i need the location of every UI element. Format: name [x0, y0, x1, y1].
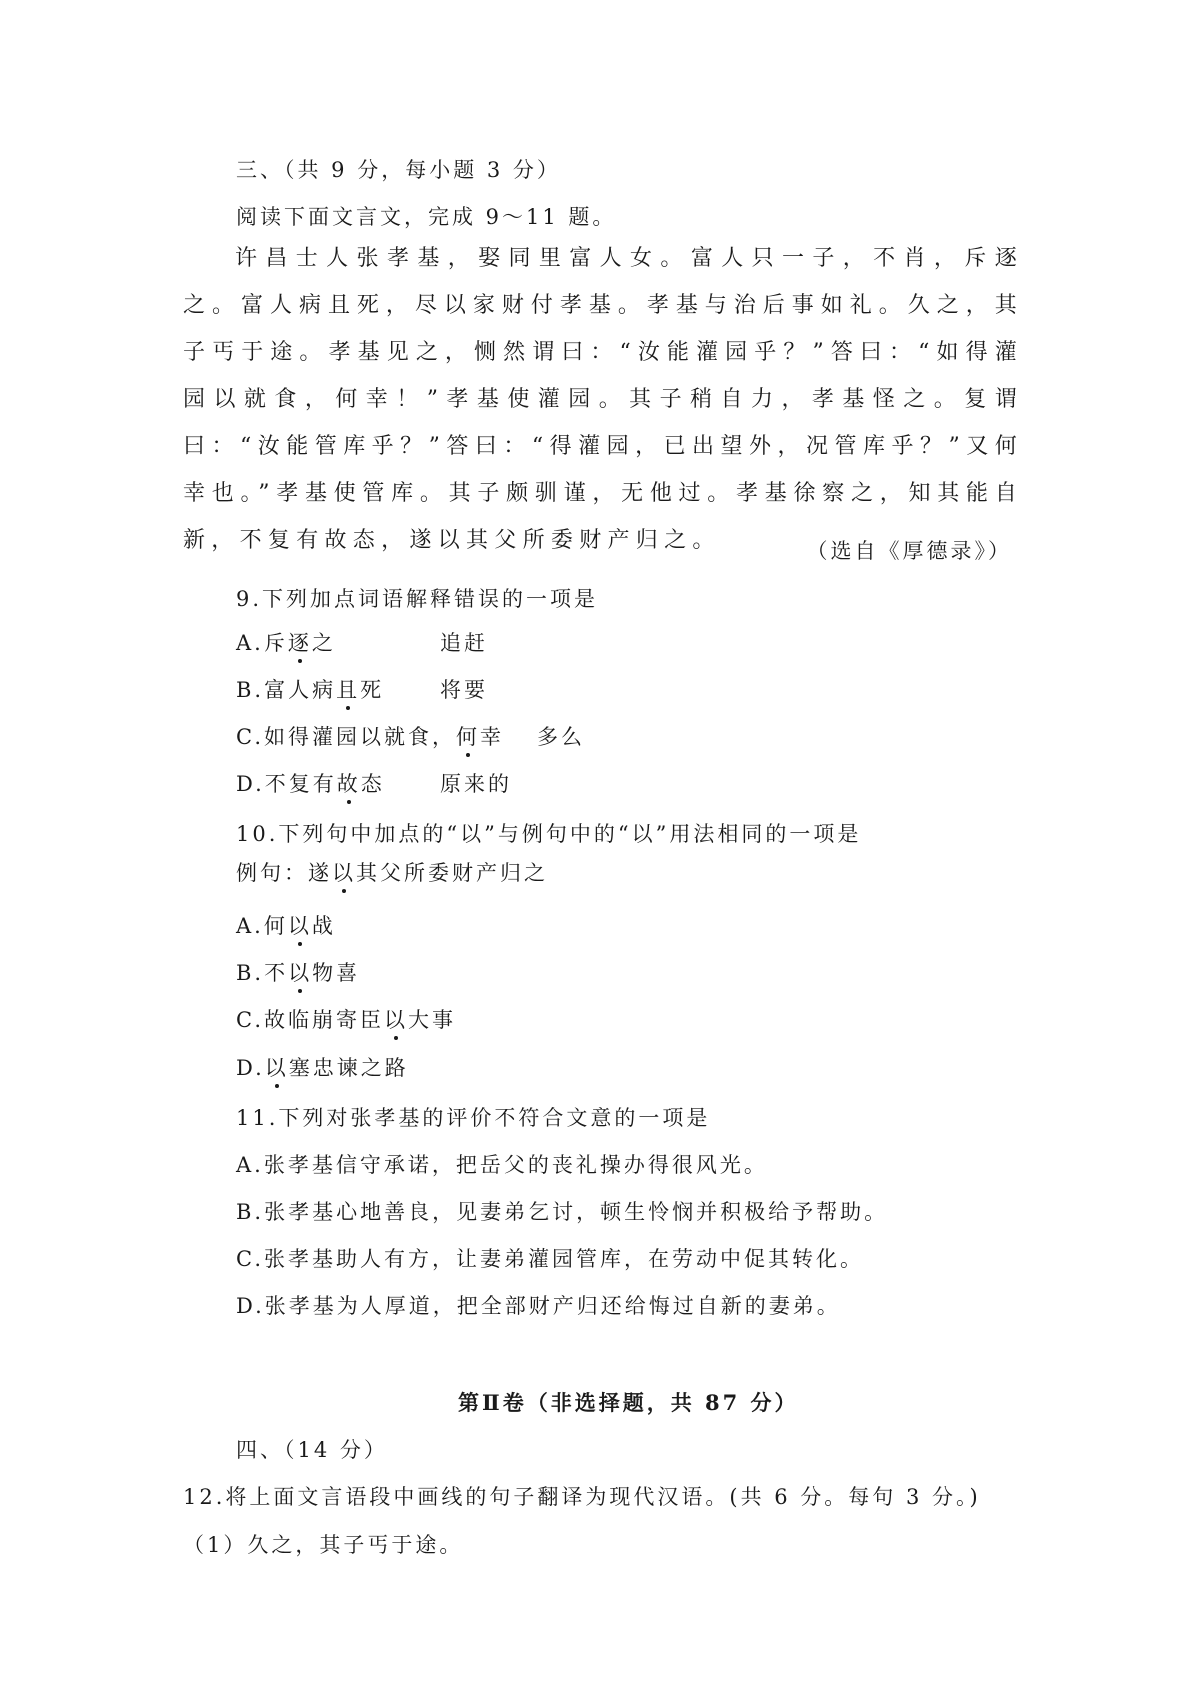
option-text: 塞忠谏之路 [288, 1056, 409, 1080]
option-text: B.不 [236, 961, 289, 985]
option-text: 之 [311, 631, 336, 655]
q9-option-d [236, 769, 385, 799]
dotted-word: 故 [337, 769, 361, 799]
q10-example [236, 858, 548, 888]
q10-option-b [236, 958, 360, 988]
option-text: C.如得灌园以就食， [236, 725, 456, 749]
q11-option-a: A.张孝基信守承诺，把岳父的丧礼操办得很风光。 [236, 1153, 768, 1177]
option-text: 幸 [480, 725, 504, 749]
q9-option-d-gloss: 原来的 [440, 772, 512, 796]
section3-instruction: 阅读下面文言文，完成 9～11 题。 [236, 205, 617, 229]
passage-source: （选自《厚德录》） [806, 539, 1012, 563]
q12-item-1: （1）久之，其子丐于途。 [183, 1533, 464, 1557]
option-text: 战 [311, 914, 336, 938]
option-text: 死 [360, 678, 385, 702]
dotted-word: 以 [332, 858, 356, 888]
q10-option-a [236, 911, 336, 941]
q11-option-d: D.张孝基为人厚道，把全部财产归还给悔过自新的妻弟。 [236, 1294, 841, 1318]
q11-option-b: B.张孝基心地善良，见妻弟乞讨，顿生怜悯并积极给予帮助。 [236, 1200, 889, 1224]
q11-stem: 11.下列对张孝基的评价不符合文意的一项是 [236, 1106, 711, 1130]
q10-option-d [236, 1053, 409, 1083]
dotted-word: 何 [456, 722, 480, 752]
dotted-word: 以 [384, 1005, 408, 1035]
option-text: D. [236, 1056, 265, 1080]
option-text: 大事 [408, 1008, 456, 1032]
option-text: B.富人病 [236, 678, 337, 702]
q9-option-a-gloss: 追赶 [440, 631, 488, 655]
dotted-word: 以 [288, 911, 312, 941]
q11-option-c: C.张孝基助人有方，让妻弟灌园管库，在劳动中促其转化。 [236, 1247, 864, 1271]
q9-option-c-gloss: 多么 [537, 725, 585, 749]
q10-stem: 10.下列句中加点的“以”与例句中的“以”用法相同的一项是 [236, 822, 862, 846]
dotted-word: 以 [265, 1053, 289, 1083]
section3-heading: 三、（共 9 分，每小题 3 分） [236, 158, 561, 182]
q9-option-b [236, 675, 384, 705]
q9-option-b-gloss: 将要 [440, 678, 488, 702]
option-text: 态 [360, 772, 385, 796]
q9-option-c [236, 722, 504, 752]
q9-option-a [236, 628, 336, 658]
option-text: 物喜 [312, 961, 361, 985]
dotted-word: 以 [288, 958, 312, 988]
dotted-word: 逐 [288, 628, 312, 658]
example-text: 例句：遂 [236, 861, 332, 885]
q9-stem: 9.下列加点词语解释错误的一项是 [236, 587, 599, 611]
q12-stem: 12.将上面文言语段中画线的句子翻译为现代汉语。(共 6 分。每句 3 分。) [183, 1485, 981, 1509]
dotted-word: 且 [336, 675, 360, 705]
q10-option-c [236, 1005, 456, 1035]
option-text: C.故临崩寄臣 [236, 1008, 384, 1032]
option-text: A.斥 [236, 631, 288, 655]
section4-heading: 四、（14 分） [236, 1438, 388, 1462]
option-text: A.何 [236, 914, 288, 938]
option-text: D.不复有 [236, 772, 337, 796]
example-text: 其父所委财产归之 [356, 861, 548, 885]
part2-title: 第Ⅱ卷（非选择题，共 87 分） [458, 1390, 799, 1415]
classical-passage: 许昌士人张孝基，娶同里富人女。富人只一子，不肖，斥逐之。富人病且死，尽以家财付孝基。孝基与治后事如礼。久之，其子丐于途。孝基见之，恻然谓曰：“汝能灌园乎？”答曰：“如得灌园以就食，何幸！”孝基使灌园。其子稍自力，孝基怪之。复谓曰：“汝能管库乎？”答曰：“得灌园，已出望外，况管库乎？”又何幸也。”孝基使管库。其子颇驯谨，无他过。孝基徐察之，知其能自新，不复有故态，遂以其父所委财产归之。 [183, 246, 1023, 553]
